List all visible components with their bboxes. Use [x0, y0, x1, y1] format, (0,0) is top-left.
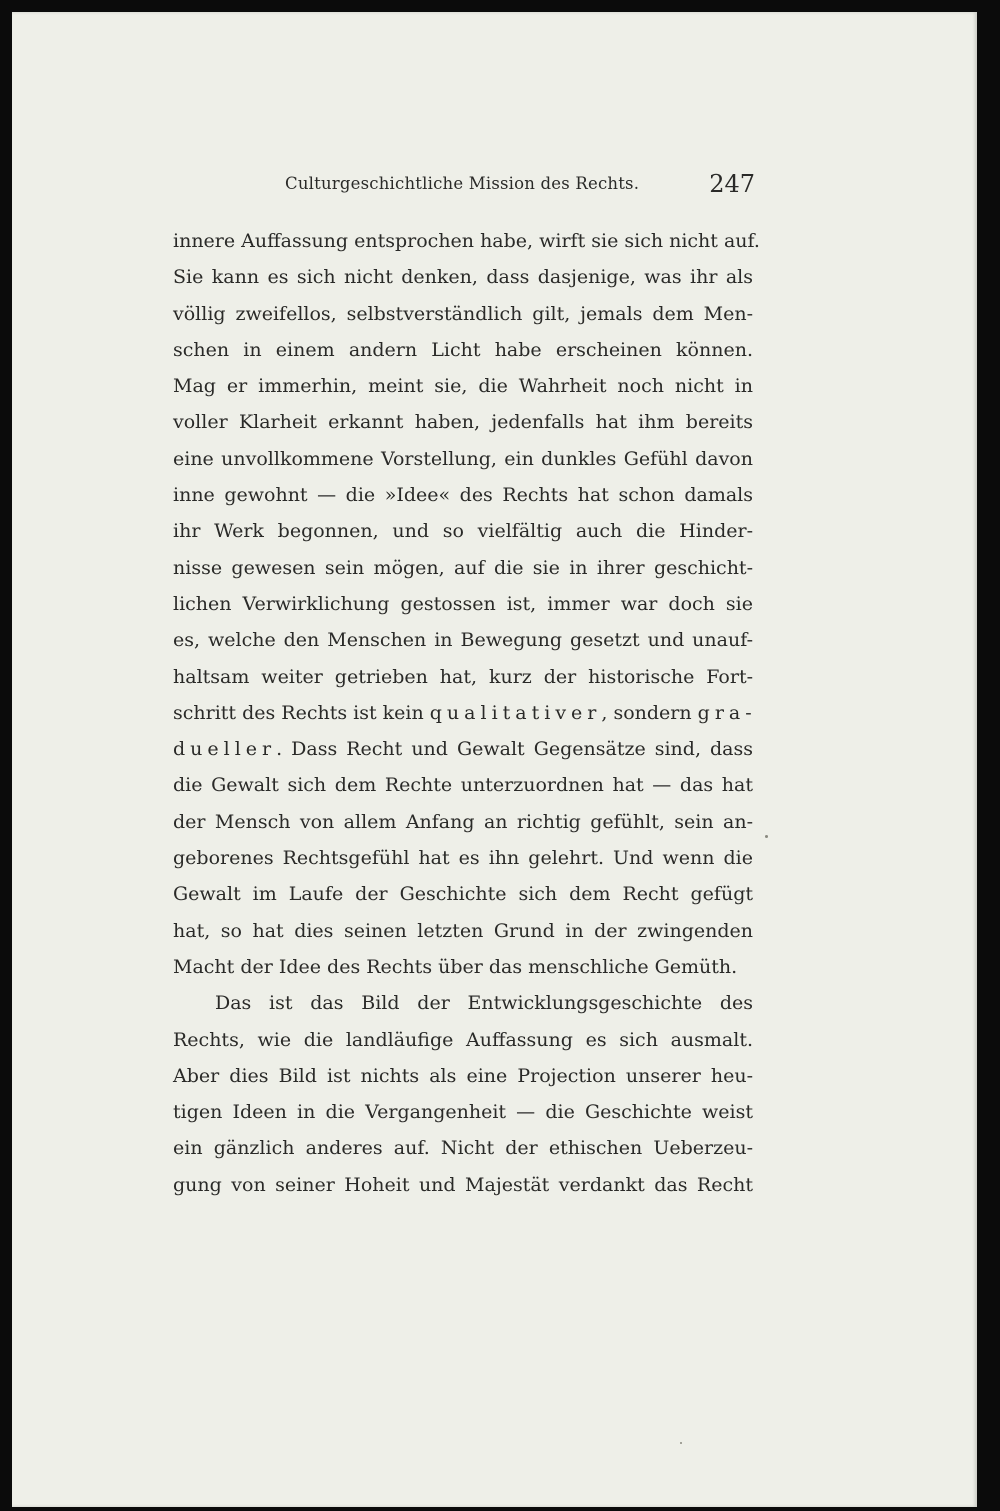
running-title: Culturgeschichtliche Mission des Rechts.: [285, 174, 640, 193]
running-header: [285, 170, 755, 204]
text-line: gung von seiner Hoheit und Majestät verdankt das Recht: [173, 1173, 753, 1196]
text-line: Gewalt im Laufe der Geschichte sich dem Recht gefügt: [173, 883, 753, 906]
line-segment: , sondern: [601, 701, 698, 724]
text-line: Sie kann es sich nicht denken, dass dasjenige, was ihr als: [173, 266, 753, 289]
emphasized-word: gra-: [697, 701, 757, 724]
paper-speck: [680, 1442, 682, 1444]
text-line: voller Klarheit erkannt haben, jedenfalls hat ihm bereits: [173, 411, 753, 434]
text-line: lichen Verwirklichung gestossen ist, immer war doch sie: [173, 592, 753, 615]
text-line: der Mensch von allem Anfang an richtig gefühlt, sein an-: [173, 810, 753, 833]
text-line: [173, 695, 757, 731]
text-line: haltsam weiter getrieben hat, kurz der historische Fort-: [173, 665, 753, 688]
text-line: Mag er immerhin, meint sie, die Wahrheit noch nicht in: [173, 375, 753, 398]
text-line: die Gewalt sich dem Rechte unterzuordnen hat — das hat: [173, 774, 753, 797]
text-line: ihr Werk begonnen, und so vielfältig auch die Hinder-: [173, 520, 753, 543]
body-text: [173, 223, 760, 1203]
emphasized-word: qualitativer: [429, 701, 602, 724]
text-line: eine unvollkommene Vorstellung, ein dunkles Gefühl davon: [173, 447, 753, 470]
text-line: inne gewohnt — die »Idee« des Rechts hat schon damals: [173, 484, 753, 507]
text-line: schen in einem andern Licht habe erscheinen können.: [173, 338, 753, 361]
text-line: innere Auffassung entsprochen habe, wirft sie sich nicht auf.: [173, 230, 760, 252]
text-line: Rechts, wie die landläufige Auffassung es sich ausmalt.: [173, 1028, 753, 1051]
text-line: hat, so hat dies seinen letzten Grund in der zwingenden: [173, 919, 753, 942]
line-segment: . Dass Recht und Gewalt Gegensätze sind, dass: [276, 738, 753, 761]
text-line: tigen Ideen in die Vergangenheit — die Geschichte weist: [173, 1101, 753, 1124]
text-line: Macht der Idee des Rechts über das menschliche Gemüth.: [173, 955, 738, 978]
text-line: völlig zweifellos, selbstverständlich gilt, jemals dem Men-: [173, 302, 753, 325]
text-line: Das ist das Bild der Entwicklungsgeschichte des: [215, 992, 753, 1015]
text-line: [173, 731, 753, 767]
text-line: ein gänzlich anderes auf. Nicht der ethischen Ueberzeu-: [173, 1137, 753, 1160]
text-line: geborenes Rechtsgefühl hat es ihn gelehrt. Und wenn die: [173, 847, 753, 870]
line-segment: schritt des Rechts ist kein: [173, 701, 430, 724]
emphasized-word: dueller: [173, 738, 277, 761]
text-line: Aber dies Bild ist nichts als eine Projection unserer heu-: [173, 1064, 753, 1087]
page-number: 247: [709, 170, 755, 198]
text-line: es, welche den Menschen in Bewegung gesetzt und unauf-: [173, 629, 753, 652]
text-line: nisse gewesen sein mögen, auf die sie in ihrer geschicht-: [173, 556, 753, 579]
paper-speck: [765, 835, 768, 838]
